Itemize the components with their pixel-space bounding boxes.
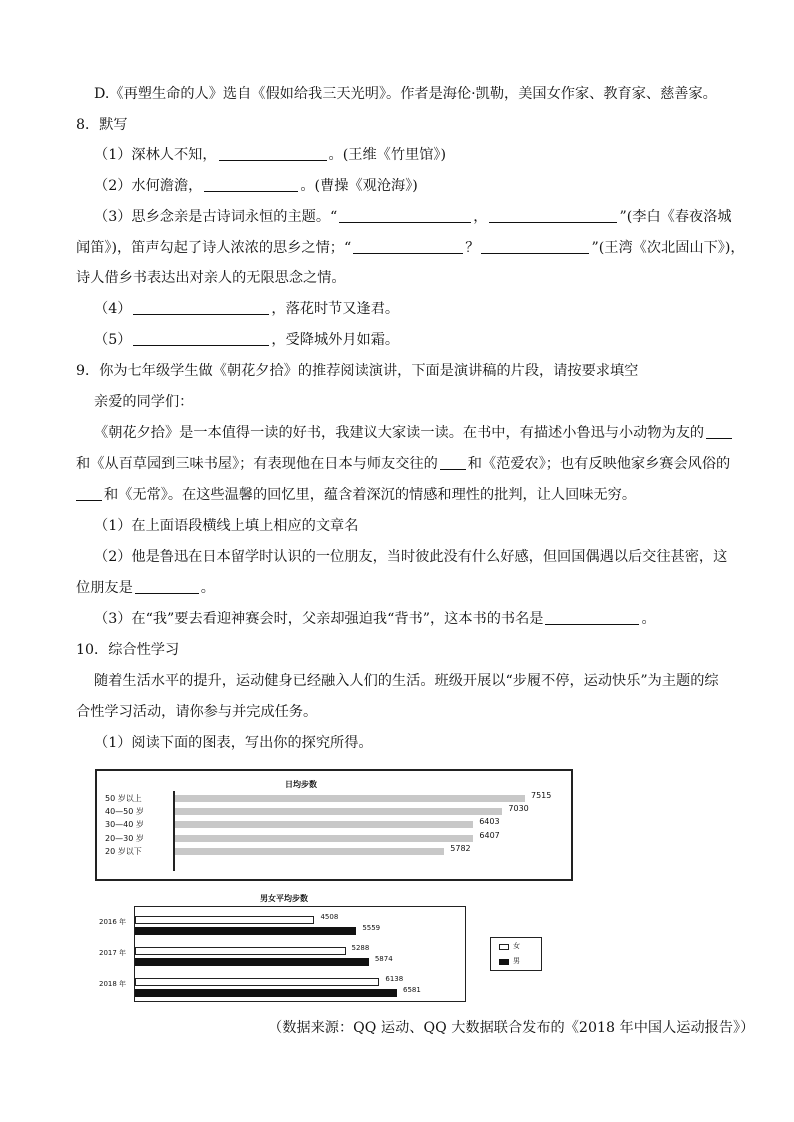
bar bbox=[175, 848, 444, 855]
bar-male bbox=[135, 958, 369, 966]
q8-4-prefix: （4） bbox=[94, 301, 132, 317]
answer-blank[interactable] bbox=[440, 455, 466, 470]
q8-3-prefix: （3）思乡念亲是古诗词永恒的主题。“ bbox=[94, 209, 338, 225]
q8-5-prefix: （5） bbox=[94, 332, 132, 348]
q9-paragraph-line1 bbox=[94, 423, 734, 443]
category-label: 2016 年 bbox=[99, 918, 127, 926]
q9-p1-text: 《朝花夕拾》是一本值得一读的好书，我建议大家读一读。在书中，有描述小鲁迅与小动物为友的 bbox=[94, 425, 705, 441]
q9-2-prefix: 位朋友是 bbox=[76, 580, 133, 596]
chart-axis bbox=[173, 791, 175, 871]
q8-item-3-line2 bbox=[76, 238, 745, 258]
value-label: 5288 bbox=[351, 944, 370, 952]
legend-label-female: 女 bbox=[513, 942, 520, 950]
legend-swatch-male bbox=[499, 959, 509, 965]
q8-3-source-b: ”(王湾《次北固山下》)， bbox=[591, 240, 745, 256]
q8-item-3-line3: 诗人借乡书表达出对亲人的无限思念之情。 bbox=[76, 270, 346, 286]
q8-1-suffix: 。(王维《竹里馆》) bbox=[328, 147, 447, 163]
bar-female bbox=[135, 978, 379, 986]
q9-p2-text-a: 和《从百草园到三味书屋》；有表现他在日本与师友交往的 bbox=[76, 456, 438, 472]
bar bbox=[175, 795, 525, 802]
q8-5-suffix: ，受降城外月如霜。 bbox=[271, 332, 400, 348]
question-8-title: 8．默写 bbox=[76, 117, 128, 133]
answer-blank[interactable] bbox=[219, 146, 327, 161]
daily-steps-chart bbox=[95, 769, 573, 881]
bar-male bbox=[135, 989, 397, 997]
q8-item-3-line1 bbox=[94, 207, 732, 227]
q9-sub-3 bbox=[94, 609, 656, 629]
bar bbox=[175, 808, 502, 815]
legend-label-male: 男 bbox=[513, 957, 520, 965]
q8-item-1 bbox=[94, 145, 446, 165]
category-label: 40—50 岁 bbox=[105, 807, 144, 817]
chart-legend bbox=[490, 937, 542, 971]
q10-paragraph-line1: 随着生活水平的提升，运动健身已经融入人们的生活。班级开展以“步履不停，运动快乐”为主题的综 bbox=[94, 673, 719, 689]
category-label: 50 岁以上 bbox=[105, 794, 142, 803]
q8-2-suffix: 。(曹操《观沧海》) bbox=[300, 178, 418, 194]
category-label: 30—40 岁 bbox=[105, 820, 144, 830]
q8-3-mid: 闻笛》)，笛声勾起了诗人浓浓的思乡之情；“ bbox=[76, 240, 352, 256]
answer-blank[interactable] bbox=[706, 424, 732, 439]
category-label: 20—30 岁 bbox=[105, 833, 144, 843]
legend-swatch-female bbox=[499, 944, 509, 950]
category-label: 2017 年 bbox=[99, 949, 127, 957]
bar bbox=[175, 835, 473, 842]
answer-blank[interactable] bbox=[204, 177, 298, 192]
q10-paragraph-line2: 合性学习活动，请你参与并完成任务。 bbox=[76, 704, 318, 720]
q9-p2-text-b: 和《范爱农》；也有反映他家乡赛会风俗的 bbox=[467, 456, 731, 472]
q9-p3-text: 和《无常》。在这些温馨的回忆里，蕴含着深沉的情感和理性的批判，让人回味无穷。 bbox=[104, 487, 637, 503]
answer-blank[interactable] bbox=[481, 239, 589, 254]
q8-1-prefix: （1）深林人不知， bbox=[94, 147, 217, 163]
chart-title: 男女平均步数 bbox=[260, 894, 308, 903]
answer-blank[interactable] bbox=[339, 208, 471, 223]
q8-item-4 bbox=[94, 299, 399, 319]
q9-sub-2-line2 bbox=[76, 578, 215, 598]
q9-sub-2-line1: （2）他是鲁迅在日本留学时认识的一位朋友，当时彼此没有什么好感，但回国偶遇以后交往甚密，这 bbox=[94, 549, 728, 565]
q9-2-suffix: 。 bbox=[200, 580, 215, 596]
value-label: 5782 bbox=[450, 843, 471, 853]
q8-item-2 bbox=[94, 176, 418, 196]
bar-female bbox=[135, 916, 314, 924]
q9-paragraph-line2 bbox=[76, 454, 730, 474]
q8-3-question-mark: ？ bbox=[465, 240, 480, 256]
value-label: 4508 bbox=[320, 913, 339, 921]
value-label: 7030 bbox=[508, 804, 529, 814]
value-label: 7515 bbox=[531, 791, 552, 800]
q8-2-prefix: （2）水何澹澹， bbox=[94, 178, 203, 194]
value-label: 6138 bbox=[385, 975, 404, 983]
value-label: 6407 bbox=[479, 830, 500, 840]
q9-3-suffix: 。 bbox=[641, 611, 656, 627]
question-10-title: 10．综合性学习 bbox=[76, 642, 180, 658]
bar bbox=[175, 821, 473, 828]
question-9-title: 9．你为七年级学生做《朝花夕拾》的推荐阅读演讲，下面是演讲稿的片段，请按要求填空 bbox=[76, 363, 639, 379]
value-label: 6403 bbox=[479, 817, 500, 827]
gender-steps-chart bbox=[99, 906, 466, 1002]
q9-sub-1: （1）在上面语段横线上填上相应的文章名 bbox=[94, 518, 359, 534]
q9-3-prefix: （3）在“我”要去看迎神赛会时，父亲却强迫我“背书”，这本书的书名是 bbox=[94, 611, 544, 627]
answer-blank[interactable] bbox=[489, 208, 617, 223]
value-label: 5559 bbox=[362, 924, 381, 932]
q8-item-5 bbox=[94, 330, 399, 350]
category-label: 2018 年 bbox=[99, 980, 127, 988]
q8-4-suffix: ，落花时节又逢君。 bbox=[271, 301, 400, 317]
answer-blank[interactable] bbox=[133, 331, 269, 346]
q9-greeting: 亲爱的同学们： bbox=[94, 394, 194, 410]
bar-male bbox=[135, 927, 356, 935]
q9-paragraph-line3 bbox=[76, 485, 636, 505]
q8-3-source-a: ”(李白《春夜洛城 bbox=[619, 209, 732, 225]
category-label: 20 岁以下 bbox=[105, 846, 142, 856]
answer-blank[interactable] bbox=[133, 300, 269, 315]
chart-title: 日均步数 bbox=[285, 780, 317, 789]
answer-blank[interactable] bbox=[353, 239, 463, 254]
bar-female bbox=[135, 947, 346, 955]
value-label: 5874 bbox=[374, 955, 393, 963]
value-label: 6581 bbox=[403, 986, 421, 994]
answer-blank[interactable] bbox=[76, 486, 102, 501]
q8-3-comma: ， bbox=[473, 209, 488, 225]
q10-sub-1: （1）阅读下面的图表，写出你的探究所得。 bbox=[94, 735, 373, 751]
data-source-note: （数据来源：QQ 运动、QQ 大数据联合发布的《2018 年中国人运动报告》） bbox=[268, 1020, 755, 1036]
answer-blank[interactable] bbox=[545, 610, 639, 625]
option-d-text: D.《再塑生命的人》选自《假如给我三天光明》。作者是海伦·凯勒，美国女作家、教育家、慈善家。 bbox=[94, 86, 717, 102]
answer-blank[interactable] bbox=[135, 579, 199, 594]
